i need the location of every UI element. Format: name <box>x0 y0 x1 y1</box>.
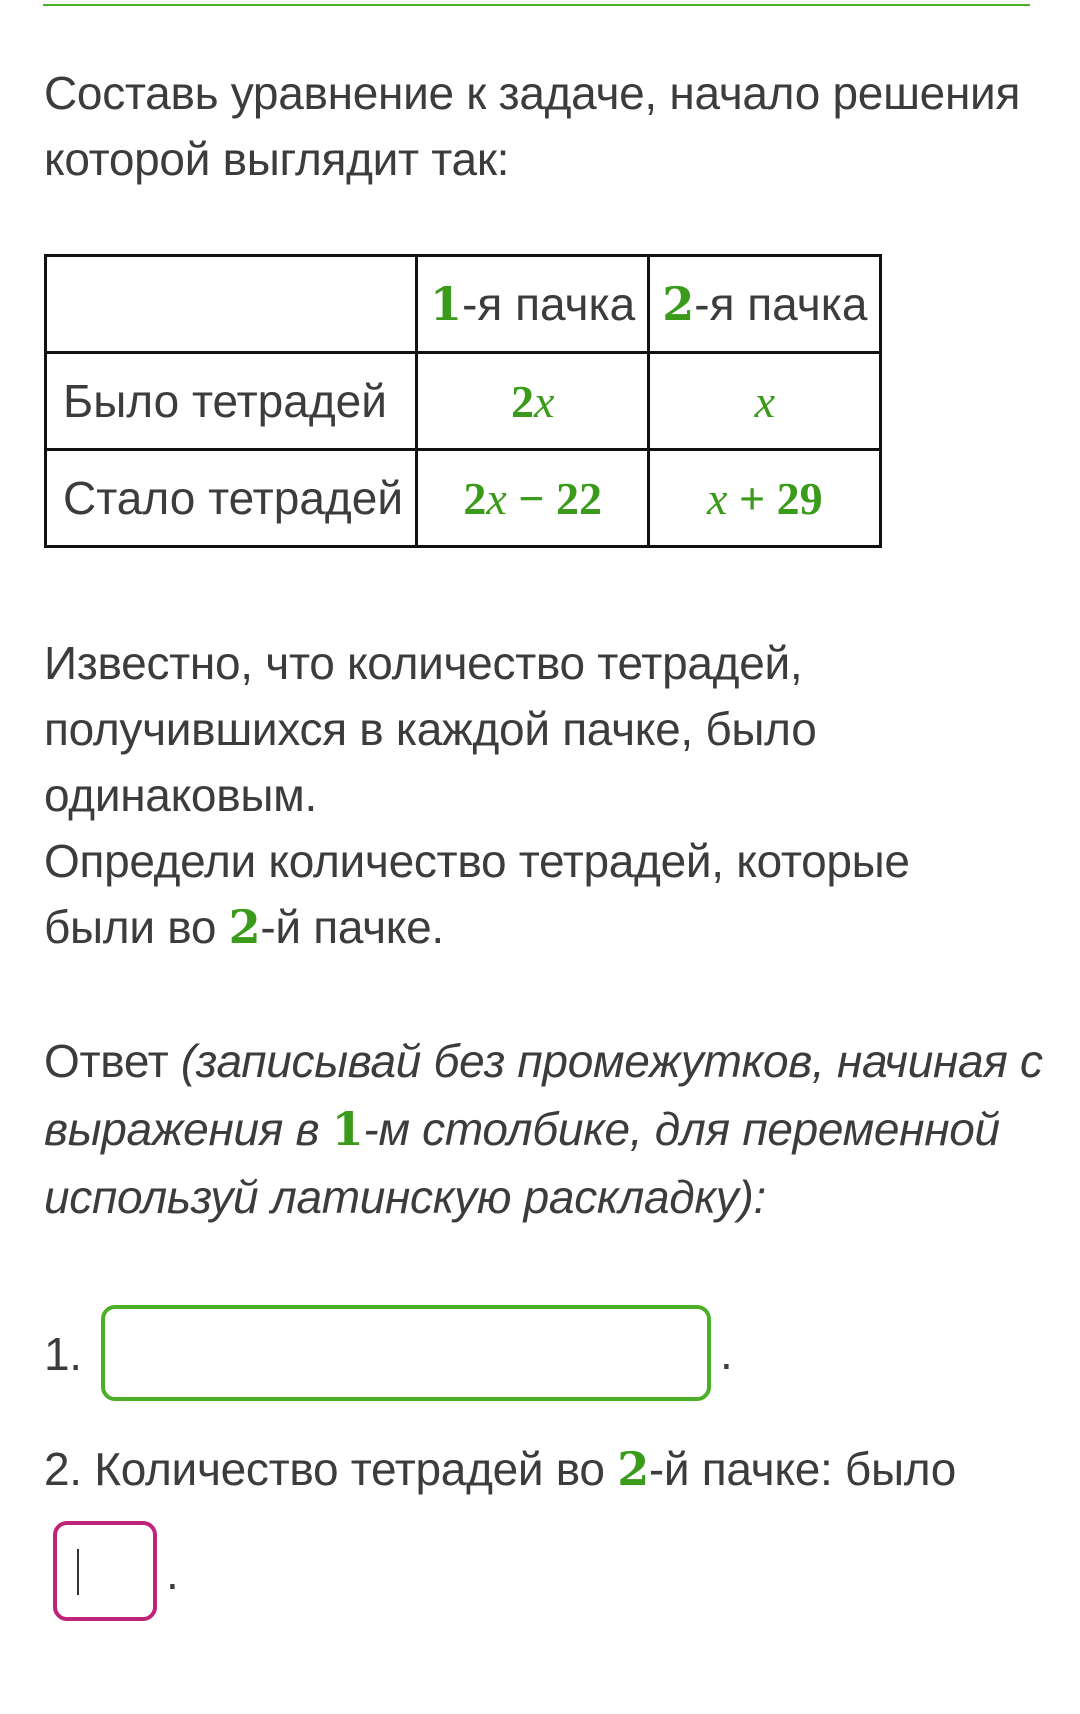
expression-rest: − 22 <box>506 472 602 524</box>
count-input[interactable] <box>53 1521 157 1621</box>
pack-number: 2 <box>617 1442 649 1496</box>
answer-hint-line-2 <box>44 1096 1000 1162</box>
variable: x <box>486 472 507 524</box>
variable: x <box>754 375 776 427</box>
question-2-text: -й пачке: было <box>648 1443 957 1495</box>
answer-hint-text: выражения в <box>44 1103 332 1155</box>
intro-line-1: Составь уравнение к задаче, начало решения <box>44 67 1021 119</box>
condition-line-4: Определи количество тетрадей, которые <box>44 835 910 887</box>
row-label-after: Стало тетрадей <box>46 450 417 547</box>
condition-text: были во <box>44 901 229 953</box>
text-cursor <box>77 1549 79 1595</box>
question-1-end: . <box>720 1327 733 1379</box>
column-number: 1 <box>331 1102 364 1156</box>
pack-2-number: 2 <box>662 277 695 331</box>
condition-text: -й пачке. <box>260 901 444 953</box>
question-2-end: . <box>166 1547 179 1599</box>
cell-after-pack-2 <box>649 450 881 547</box>
condition-line-2: получившихся в каждой пачке, было <box>44 703 817 755</box>
pack-1-number: 1 <box>430 277 463 331</box>
table-corner-cell <box>46 256 417 353</box>
expression-rest: + 29 <box>727 472 823 524</box>
table-header-row <box>46 256 881 353</box>
intro-line-2: которой выглядит так: <box>44 133 510 185</box>
coef: 2 <box>510 375 534 427</box>
table-row <box>46 353 881 450</box>
cell-after-pack-1 <box>417 450 649 547</box>
row-label-before: Было тетрадей <box>46 353 417 450</box>
table-row <box>46 450 881 547</box>
pack-number: 2 <box>228 900 261 954</box>
answer-hint-line-3: используй латинскую раскладку): <box>44 1171 767 1223</box>
condition-line-1: Известно, что количество тетрадей, <box>44 637 803 689</box>
question-2-label <box>44 1436 956 1502</box>
cell-before-pack-1 <box>417 353 649 450</box>
top-divider <box>43 4 1030 6</box>
question-1-number: 1. <box>44 1328 82 1380</box>
answer-hint-line-1 <box>44 1028 1043 1094</box>
pack-2-label: -я пачка <box>694 278 868 330</box>
variable: x <box>533 375 555 427</box>
pack-1-label: -я пачка <box>462 278 636 330</box>
header-pack-2 <box>649 256 881 353</box>
variable: x <box>707 472 728 524</box>
coef: 2 <box>463 472 487 524</box>
header-pack-1 <box>417 256 649 353</box>
cell-before-pack-2 <box>649 353 881 450</box>
condition-line-3: одинаковым. <box>44 769 317 821</box>
question-2-text: 2. Количество тетрадей во <box>44 1443 618 1495</box>
answer-label: Ответ <box>44 1035 181 1087</box>
answer-hint-text: (записывай без промежутков, начиная с <box>180 1035 1043 1087</box>
task-table <box>44 254 882 548</box>
equation-input[interactable] <box>101 1305 711 1401</box>
condition-line-5 <box>44 894 444 960</box>
answer-hint-text: -м столбике, для переменной <box>363 1103 1000 1155</box>
